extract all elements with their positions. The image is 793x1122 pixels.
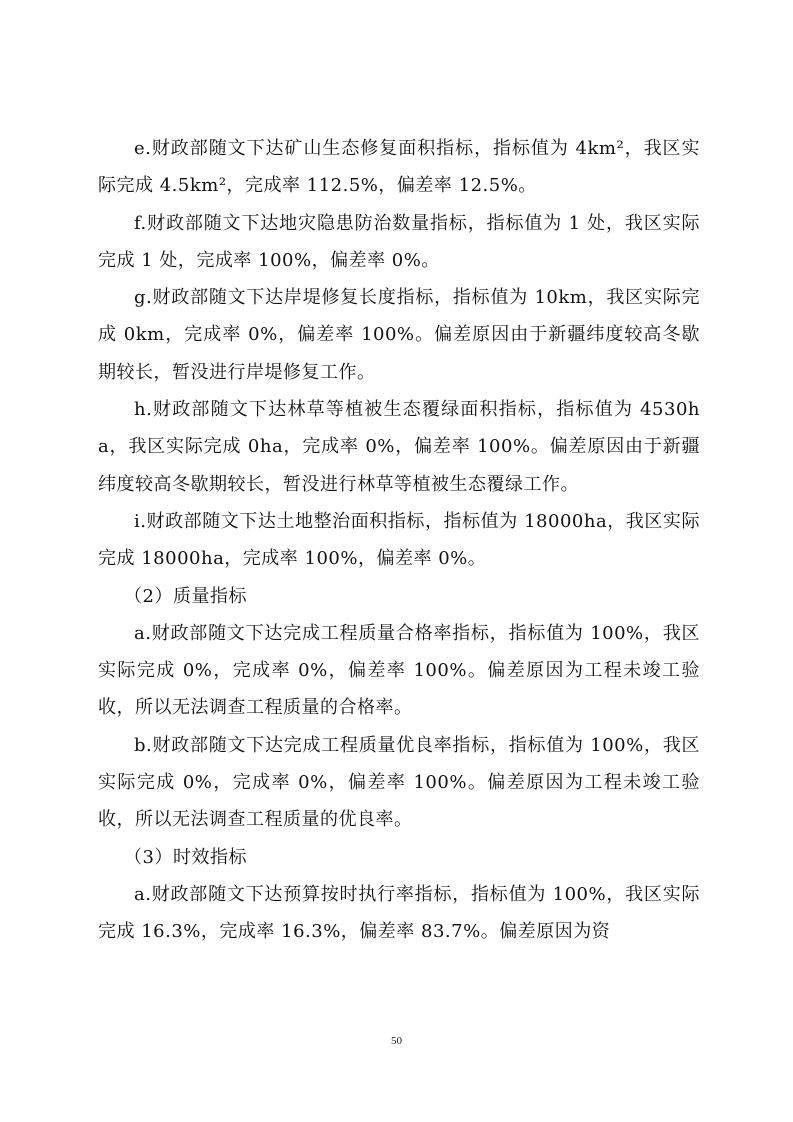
paragraph-budget-execution: a.财政部随文下达预算按时执行率指标，指标值为 100%，我区实际完成 16.3%，完成率 16.3%，偏差率 83.7%。偏差原因为资 — [98, 883, 700, 943]
paragraph-mine-restoration: e.财政部随文下达矿山生态修复面积指标，指标值为 4km²，我区实际完成 4.5km²，完成率 112.5%，偏差率 12.5%。 — [98, 138, 700, 197]
section-heading-quality: （2）质量指标 — [124, 585, 247, 607]
paragraph-vegetation-greening: h.财政部随文下达林草等植被生态覆绿面积指标，指标值为 4530ha，我区实际完成 0ha，完成率 0%，偏差率 100%。偏差原因由于新疆纬度较高冬歇期较长，暂没进行林草等植被生态覆绿工作。 — [98, 399, 700, 495]
page-number: 50 — [391, 1035, 402, 1047]
paragraph-quality-pass-rate: a.财政部随文下达完成工程质量合格率指标，指标值为 100%，我区实际完成 0%，完成率 0%，偏差率 100%。偏差原因为工程未竣工验收，所以无法调查工程质量的合格率。 — [98, 622, 700, 719]
paragraph-quality-excellent-rate: b.财政部随文下达完成工程质量优良率指标，指标值为 100%，我区实际完成 0%，完成率 0%，偏差率 100%。偏差原因为工程未竣工验收，所以无法调查工程质量的优良率。 — [98, 734, 700, 831]
paragraph-land-consolidation: i.财政部随文下达土地整治面积指标，指标值为 18000ha，我区实际完成 18000ha，完成率 100%，偏差率 0%。 — [98, 510, 700, 570]
paragraph-embankment-repair: g.财政部随文下达岸堤修复长度指标，指标值为 10km，我区实际完成 0km，完成率 0%，偏差率 100%。偏差原因由于新疆纬度较高冬歇期较长，暂没进行岸堤修复工作。 — [98, 287, 700, 383]
section-heading-timeliness: （3）时效指标 — [124, 846, 247, 868]
paragraph-disaster-prevention: f.财政部随文下达地灾隐患防治数量指标，指标值为 1 处，我区实际完成 1 处，完成率 100%，偏差率 0%。 — [98, 212, 700, 271]
document-body — [98, 130, 700, 951]
